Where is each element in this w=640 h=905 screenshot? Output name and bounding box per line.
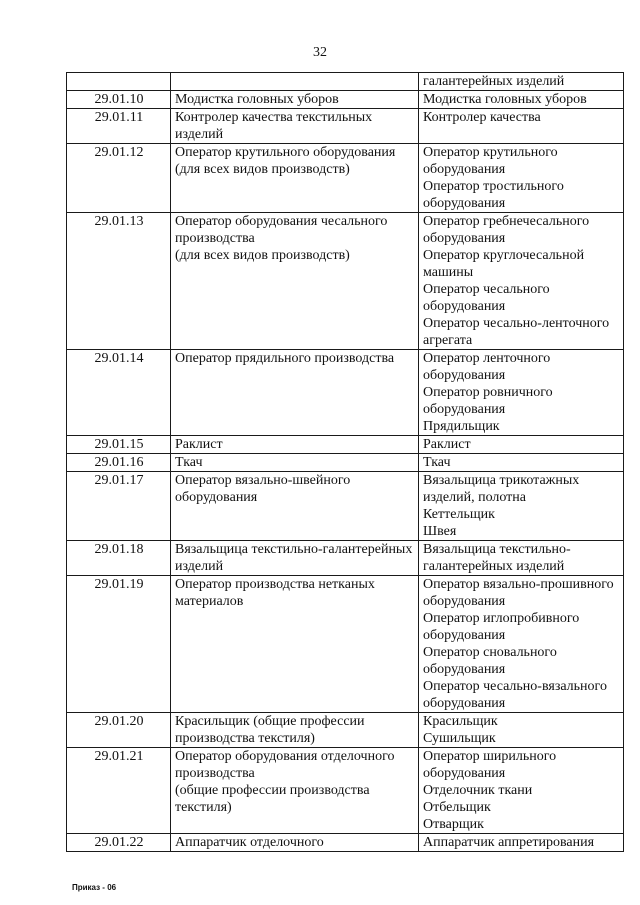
table-row [67,109,624,144]
related-occupations [419,436,624,454]
related-occupations [419,748,624,834]
related-occupation: Контролер качества [423,110,541,125]
profession-code: 29.01.14 [67,350,171,436]
related-occupation: Отварщик [423,817,484,832]
profession-name [171,73,419,91]
profession-name [171,472,419,541]
profession-name [171,91,419,109]
related-occupation: Аппаратчик аппретирования [423,835,595,850]
profession-code: 29.01.20 [67,713,171,748]
related-occupation: Вязальщица трикотажных изделий, полотна [423,473,580,505]
related-occupation: Оператор ширильного оборудования [423,749,557,781]
footer-order-label: Приказ - 06 [72,883,117,892]
profession-name [171,541,419,576]
related-occupation: галантерейных изделий [423,74,565,89]
table-row [67,436,624,454]
related-occupations [419,834,624,852]
related-occupations [419,144,624,213]
table-row [67,454,624,472]
profession-code: 29.01.10 [67,91,171,109]
table-row [67,144,624,213]
related-occupations [419,213,624,350]
related-occupations [419,91,624,109]
profession-code: 29.01.13 [67,213,171,350]
profession-name-line: Контролер качества текстильных изделий [175,110,373,142]
profession-code: 29.01.12 [67,144,171,213]
related-occupation: Оператор чесального оборудования [423,282,550,314]
related-occupation: Оператор тростильного оборудования [423,179,564,211]
related-occupation: Красильщик [423,714,498,729]
profession-name-line: Вязальщица текстильно-галантерейных изделий [175,542,413,574]
profession-code: 29.01.17 [67,472,171,541]
profession-name-line: Красильщик (общие профессии производства текстиля) [175,714,365,746]
profession-name [171,713,419,748]
related-occupation: Вязальщица текстильно-галантерейных изделий [423,542,571,574]
related-occupation: Оператор ровничного оборудования [423,385,553,417]
related-occupation: Швея [423,524,457,539]
related-occupation: Прядильщик [423,419,500,434]
profession-name [171,109,419,144]
profession-name-line: (для всех видов производств) [175,248,350,263]
table-row [67,834,624,852]
profession-name [171,436,419,454]
profession-code: 29.01.15 [67,436,171,454]
profession-name-line: Оператор крутильного оборудования (для всех видов производств) [175,145,396,177]
profession-name [171,576,419,713]
table-row [67,748,624,834]
table-row [67,541,624,576]
related-occupations [419,472,624,541]
page-number: 32 [313,45,327,60]
table-body [67,73,624,852]
related-occupation: Сушильщик [423,731,496,746]
profession-code: 29.01.22 [67,834,171,852]
profession-name-line: Оператор производства нетканых материалов [175,577,375,609]
related-occupation: Раклист [423,437,471,452]
profession-name [171,748,419,834]
related-occupation: Оператор ленточного оборудования [423,351,551,383]
related-occupation: Кеттельщик [423,507,495,522]
profession-code: 29.01.16 [67,454,171,472]
profession-code: 29.01.21 [67,748,171,834]
related-occupation: Оператор гребнечесального оборудования [423,214,590,246]
profession-name-line: Аппаратчик отделочного [175,835,324,850]
profession-name [171,454,419,472]
profession-code: 29.01.19 [67,576,171,713]
related-occupation: Ткач [423,455,451,470]
profession-name [171,144,419,213]
related-occupations [419,576,624,713]
profession-name-line: Оператор прядильного производства [175,351,395,366]
related-occupation: Оператор сновального оборудования [423,645,557,677]
profession-name-line: Ткач [175,455,203,470]
related-occupations [419,454,624,472]
related-occupation: Оператор вязально-прошивного оборудования [423,577,614,609]
related-occupation: Оператор иглопробивного оборудования [423,611,580,643]
table-row [67,73,624,91]
related-occupation: Оператор круглочесальной машины [423,248,585,280]
related-occupations [419,350,624,436]
profession-name [171,350,419,436]
profession-name-line: Оператор оборудования отделочного производства [175,749,395,781]
profession-code: 29.01.11 [67,109,171,144]
table-row [67,91,624,109]
related-occupations [419,109,624,144]
table-row [67,472,624,541]
table-row [67,350,624,436]
related-occupation: Оператор чесально-вязального оборудования [423,679,607,711]
professions-table [66,72,624,852]
profession-name-line: Модистка головных уборов [175,92,339,107]
profession-name [171,213,419,350]
profession-name-line: Оператор оборудования чесального производства [175,214,388,246]
table-row [67,576,624,713]
related-occupation: Оператор крутильного оборудования [423,145,558,177]
profession-name-line: Раклист [175,437,223,452]
related-occupation: Отделочник ткани [423,783,533,798]
related-occupation: Отбельщик [423,800,491,815]
related-occupations [419,541,624,576]
table-row [67,213,624,350]
related-occupations [419,713,624,748]
related-occupation: Оператор чесально-ленточного агрегата [423,316,610,348]
table-row [67,713,624,748]
related-occupations [419,73,624,91]
related-occupation: Модистка головных уборов [423,92,587,107]
profession-name-line: (общие профессии производства текстиля) [175,783,370,815]
profession-name [171,834,419,852]
profession-code [67,73,171,91]
profession-name-line: Оператор вязально-швейного оборудования [175,473,351,505]
profession-code: 29.01.18 [67,541,171,576]
